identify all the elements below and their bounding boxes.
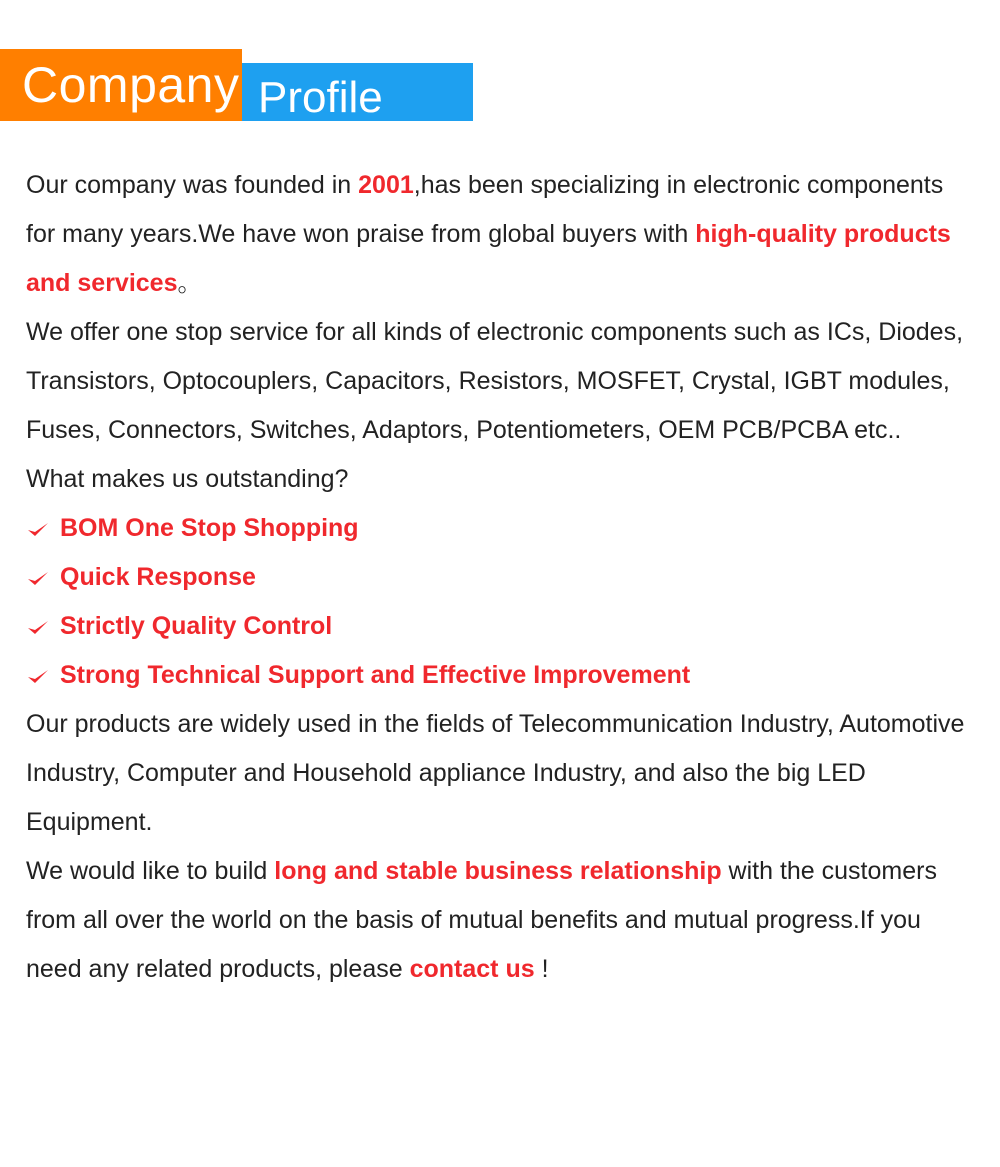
intro-paragraph	[26, 161, 976, 308]
check-icon	[26, 651, 52, 700]
check-icon	[26, 602, 52, 651]
contact-us-link[interactable]: contact us	[409, 955, 535, 983]
offer-paragraph: We offer one stop service for all kinds of electronic components such as ICs, Diodes, Transistors, Optocouplers, Capacitors, Resistors, MOSFET, Crystal, IGBT modules, Fuses, Connectors, Switches, Adaptors, Potentiometers, OEM PCB/PCBA etc..	[26, 318, 964, 444]
feature-label: Quick Response	[60, 563, 256, 591]
intro-highlight: high-quality products and services	[26, 220, 951, 297]
intro-text-2: ,has been specializing in electronic components for many years.We have won praise from global buyers with	[26, 171, 944, 248]
feature-item	[26, 504, 976, 553]
section-header	[0, 49, 473, 121]
feature-label: Strong Technical Support and Effective Improvement	[60, 661, 691, 689]
header-profile-tag: Profile	[242, 63, 473, 121]
intro-end: 。	[177, 269, 203, 297]
feature-label: Strictly Quality Control	[60, 612, 333, 640]
founded-year: 2001	[358, 171, 414, 199]
closing-highlight: long and stable business relationship	[274, 857, 722, 885]
feature-item	[26, 651, 976, 700]
check-icon	[26, 553, 52, 602]
feature-item	[26, 602, 976, 651]
check-icon	[26, 504, 52, 553]
profile-content	[26, 161, 976, 994]
closing-paragraph	[26, 847, 976, 994]
closing-text-2: with the customers from all over the world on the basis of mutual benefits and mutual progress.If you need any related products, please	[26, 857, 937, 983]
closing-end: !	[534, 955, 549, 983]
closing-text-1: We would like to build	[26, 857, 275, 885]
feature-item	[26, 553, 976, 602]
question-text: What makes us outstanding?	[26, 465, 349, 493]
header-company-tag: Company	[0, 49, 242, 121]
feature-label: BOM One Stop Shopping	[60, 514, 359, 542]
intro-text-1: Our company was founded in	[26, 171, 359, 199]
usage-paragraph: Our products are widely used in the fields of Telecommunication Industry, Automotive Industry, Computer and Household appliance Industry, and also the big LED Equipment.	[26, 710, 965, 836]
